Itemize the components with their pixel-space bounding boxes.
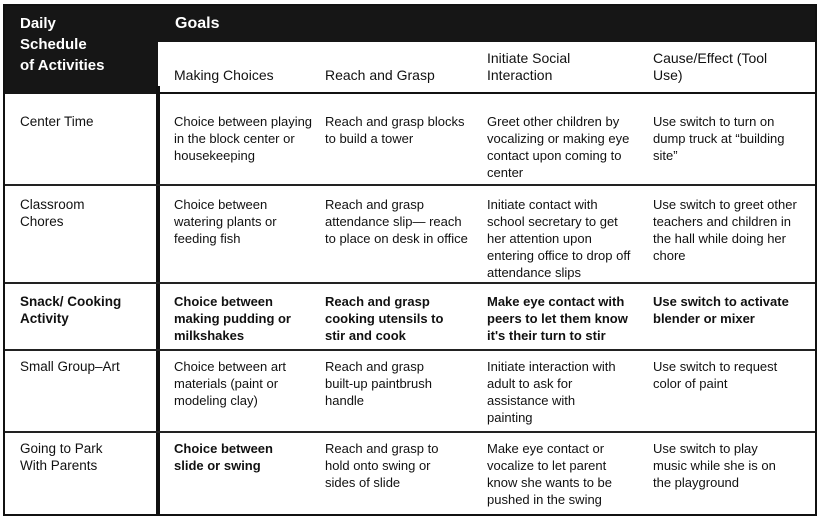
column-header-cause-effect: Cause/Effect (Tool Use) xyxy=(653,50,768,83)
table-cell: Initiate interaction with adult to ask for assistance with painting xyxy=(487,359,616,425)
table-cell: Use switch to greet other teachers and children in the hall while doing her chore xyxy=(653,197,797,263)
table-cell: Reach and grasp cooking utensils to stir and cook xyxy=(325,294,444,343)
table-cell: Reach and grasp to hold onto swing or sides of slide xyxy=(325,441,439,490)
header-divider xyxy=(158,92,815,94)
table-cell: Choice between playing in the block center or housekeeping xyxy=(174,114,313,163)
row-label-small-group-art: Small Group–Art xyxy=(20,359,120,374)
table-cell: Use switch to turn on dump truck at “building site” xyxy=(653,114,785,163)
table-cell: Make eye contact with peers to let them know it's their turn to stir xyxy=(487,294,628,343)
table-cell: Reach and grasp attendance slip— reach to place on desk in office xyxy=(325,197,468,246)
goals-header-bar xyxy=(158,6,815,42)
row-label-snack-cooking: Snack/ Cooking Activity xyxy=(20,294,122,326)
schedule-table xyxy=(3,4,817,516)
table-cell: Use switch to request color of paint xyxy=(653,359,778,391)
table-cell: Initiate contact with school secretary to get her attention upon entering office to drop off attendance slips xyxy=(487,197,631,280)
column-header-making-choices: Making Choices xyxy=(174,67,274,83)
table-cell: Choice between making pudding or milkshakes xyxy=(174,294,291,343)
table-cell: Reach and grasp blocks to build a tower xyxy=(325,114,465,146)
corner-line-3: of Activities xyxy=(20,57,105,74)
column-header-initiate-social-interaction: Initiate Social Interaction xyxy=(487,50,571,83)
table-cell: Reach and grasp built-up paintbrush handle xyxy=(325,359,432,408)
row-header-title xyxy=(5,6,158,94)
corner-line-1: Daily xyxy=(20,15,56,32)
row-divider xyxy=(5,282,815,284)
table-cell: Choice between art materials (paint or modeling clay) xyxy=(174,359,287,408)
row-divider xyxy=(5,184,815,186)
goals-title: Goals xyxy=(175,15,220,32)
table-cell: Make eye contact or vocalize to let parent know she wants to be pushed in the swing xyxy=(487,441,613,507)
table-cell: Use switch to play music while she is on the playground xyxy=(653,441,776,490)
row-label-center-time: Center Time xyxy=(20,114,94,129)
column-header-reach-and-grasp: Reach and Grasp xyxy=(325,67,435,83)
row-divider xyxy=(5,431,815,433)
row-divider xyxy=(5,349,815,351)
table-cell: Use switch to activate blender or mixer xyxy=(653,294,789,326)
row-label-classroom-chores: Classroom Chores xyxy=(20,197,85,229)
table-cell: Choice between slide or swing xyxy=(174,441,273,473)
table-cell: Greet other children by vocalizing or making eye contact upon coming to center xyxy=(487,114,630,180)
column-divider xyxy=(156,86,160,514)
row-label-going-to-park: Going to Park With Parents xyxy=(20,441,103,473)
corner-line-2: Schedule xyxy=(20,36,87,53)
table-cell: Choice between watering plants or feeding fish xyxy=(174,197,277,246)
